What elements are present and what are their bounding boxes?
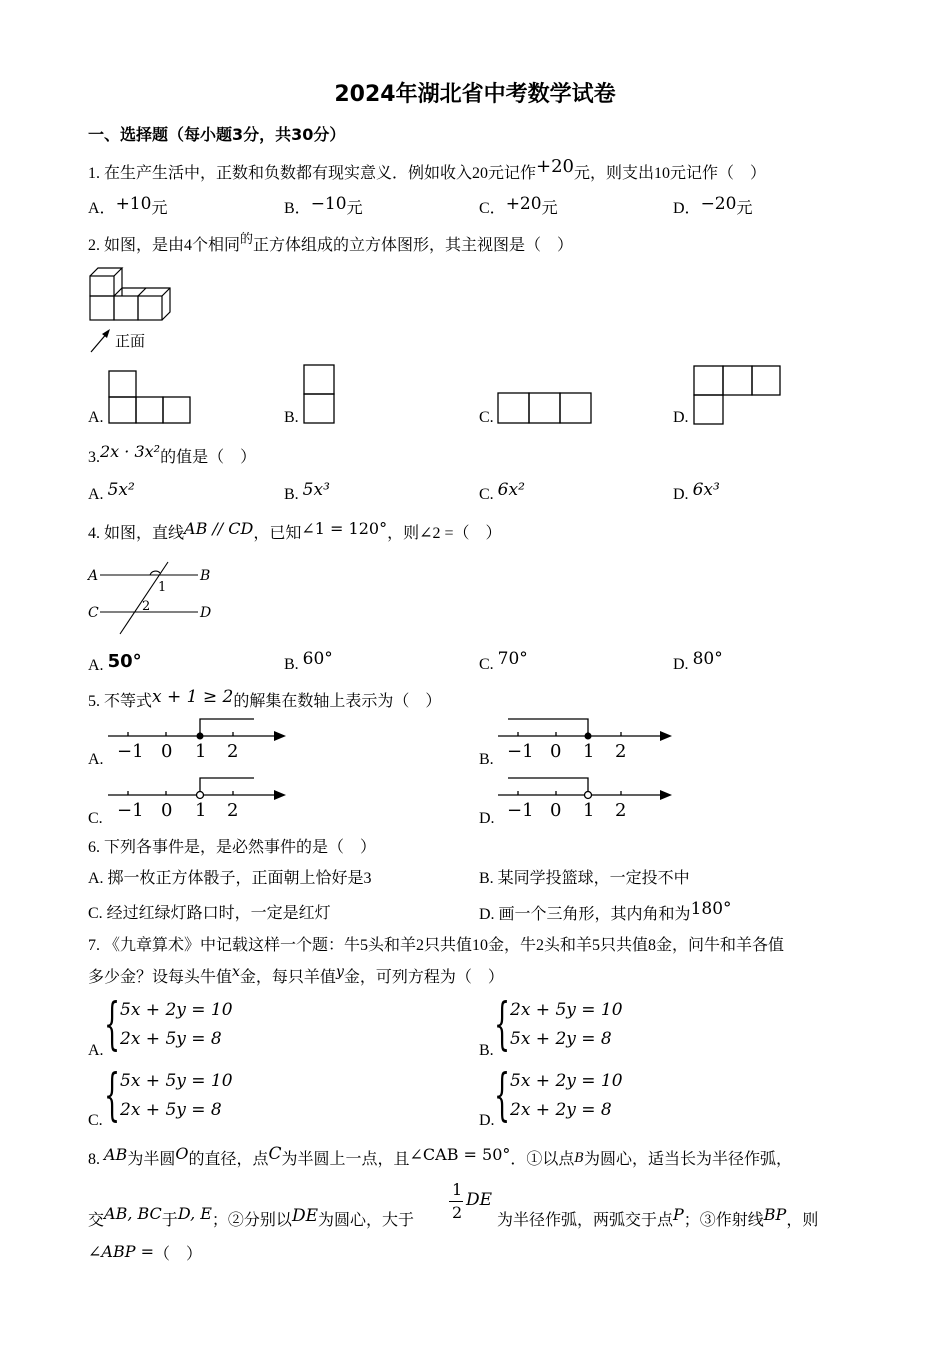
question-1-math: +20 (536, 156, 575, 177)
q5-option-d[interactable]: D. (479, 810, 495, 827)
question-5: 5. 不等式x + 1 ≥ 2的解集在数轴上表示为（ ） (88, 687, 442, 710)
question-6: 6. 下列各事件是，是必然事件的是（ ） (88, 839, 377, 856)
question-1-text-2: 元，则支出10元记作（ ） (574, 165, 767, 182)
q4-option-b[interactable]: B. 60° (284, 649, 333, 673)
q1-option-a[interactable]: A．+10元 (88, 194, 168, 217)
svg-text:−1: −1 (507, 800, 534, 821)
angle-2-label: 2 (142, 599, 151, 614)
svg-text:0: 0 (161, 800, 173, 821)
q7-option-b[interactable]: B. (479, 1042, 494, 1059)
parallel-lines-figure (86, 560, 216, 640)
question-3-math: 2x · 3x² (100, 442, 161, 461)
question-8-line-2: 交AB, BC于D, E；②分别以DE为圆心，大于 (88, 1204, 414, 1229)
q1-option-d[interactable]: D．−20元 (673, 194, 753, 217)
question-8-line-1: 8. AB为半圆O的直径，点C为半圆上一点，且∠CAB = 50°．①以点B为圆心，适当长为半径作弧， (88, 1144, 792, 1168)
q6-option-c[interactable]: C. 经过红绿灯路口时，一定是红灯 (88, 905, 331, 922)
q5-option-a[interactable]: A. (88, 751, 104, 768)
svg-text:−1: −1 (117, 741, 144, 762)
q6-option-a[interactable]: A. 掷一枚正方体骰子，正面朝上恰好是3 (88, 870, 372, 887)
question-7-line-1: 7. 《九章算术》中记载这样一个题：牛5头和羊2只共值10金，牛2头和羊5只共值8金，问牛和羊各值 (88, 937, 785, 954)
q5-option-a-numberline (108, 715, 288, 763)
svg-text:1: 1 (583, 741, 595, 762)
svg-text:2: 2 (227, 741, 239, 762)
brace-icon: { (104, 1063, 121, 1128)
question-8-line-3: ∠ABP =（ ） (88, 1242, 202, 1263)
svg-text:1: 1 (583, 800, 595, 821)
question-7-line-2: 多少金？设每头牛值x金，每只羊值y金，可列方程为（ ） (88, 964, 504, 986)
q2-option-a[interactable]: A. (88, 409, 104, 426)
q6-option-d[interactable]: D. 画一个三角形，其内角和为180° (479, 899, 732, 923)
page-title: 2024年湖北省中考数学试卷 (334, 82, 616, 107)
svg-text:1: 1 (195, 800, 207, 821)
q2-option-d-figure (693, 365, 781, 425)
front-label: 正面 (115, 332, 146, 350)
q5-option-c-numberline (108, 774, 288, 822)
q2-option-a-figure (108, 370, 192, 424)
q5-option-d-numberline (498, 774, 678, 822)
q3-option-a[interactable]: A. 5x² (88, 480, 135, 503)
q3-option-b[interactable]: B. 5x³ (284, 480, 330, 503)
q5-option-b-numberline (498, 715, 678, 763)
q1-option-b[interactable]: B．−10元 (284, 194, 363, 217)
q3-option-c[interactable]: C. 6x² (479, 480, 525, 503)
q3-option-d[interactable]: D. 6x³ (673, 480, 720, 503)
label-b: B (200, 568, 211, 584)
label-a: A (88, 568, 99, 584)
q7-option-c[interactable]: C. (88, 1112, 103, 1129)
svg-text:0: 0 (550, 741, 562, 762)
section-heading: 一、选择题（每小题3分，共30分） (88, 125, 346, 144)
q2-option-b-figure (303, 364, 335, 424)
q1-option-c[interactable]: C．+20元 (479, 194, 558, 217)
svg-text:1: 1 (195, 741, 207, 762)
svg-text:2: 2 (615, 800, 627, 821)
q6-option-b[interactable]: B. 某同学投篮球，一定投不中 (479, 870, 690, 887)
question-1 (88, 156, 767, 182)
brace-icon: { (494, 1063, 511, 1128)
svg-text:−1: −1 (117, 800, 144, 821)
q2-option-b[interactable]: B. (284, 409, 299, 426)
q4-option-a[interactable]: A. 50° (88, 651, 142, 674)
label-d: D (200, 605, 212, 621)
q7-option-d[interactable]: D. (479, 1112, 495, 1129)
svg-text:2: 2 (227, 800, 239, 821)
svg-text:2: 2 (615, 741, 627, 762)
svg-text:0: 0 (550, 800, 562, 821)
fraction-denominator: 2 (452, 1203, 463, 1222)
q2-option-c-figure (497, 392, 594, 424)
svg-text:0: 0 (161, 741, 173, 762)
brace-icon: { (104, 992, 121, 1057)
front-arrow-icon (91, 329, 110, 352)
q5-option-c[interactable]: C. (88, 810, 103, 827)
question-1-text: 1. 在生产生活中，正数和负数都有现实意义．例如收入20元记作 (88, 165, 537, 182)
q5-option-b[interactable]: B. (479, 751, 494, 768)
question-2: 2. 如图，是由4个相同$^的$正方体组成的立方体图形，其主视图是（ ） (88, 231, 574, 254)
q2-option-c[interactable]: C. (479, 409, 494, 426)
q4-option-d[interactable]: D. 80° (673, 649, 723, 673)
q4-option-c[interactable]: C. 70° (479, 649, 528, 673)
fraction-bar (449, 1201, 463, 1202)
brace-icon: { (494, 992, 511, 1057)
q7-option-a[interactable]: A. (88, 1042, 104, 1059)
angle-1-label: 1 (158, 580, 167, 595)
label-c: C (88, 605, 99, 621)
question-4: 4. 如图，直线AB // CD，已知∠1 = 120°，则∠2 =（ ） (88, 519, 502, 542)
question-3: 3.2x · 3x²的值是（ ） (88, 442, 257, 466)
q2-option-d[interactable]: D. (673, 409, 689, 426)
fraction-numerator: 1 (452, 1180, 463, 1199)
svg-text:−1: −1 (507, 741, 534, 762)
